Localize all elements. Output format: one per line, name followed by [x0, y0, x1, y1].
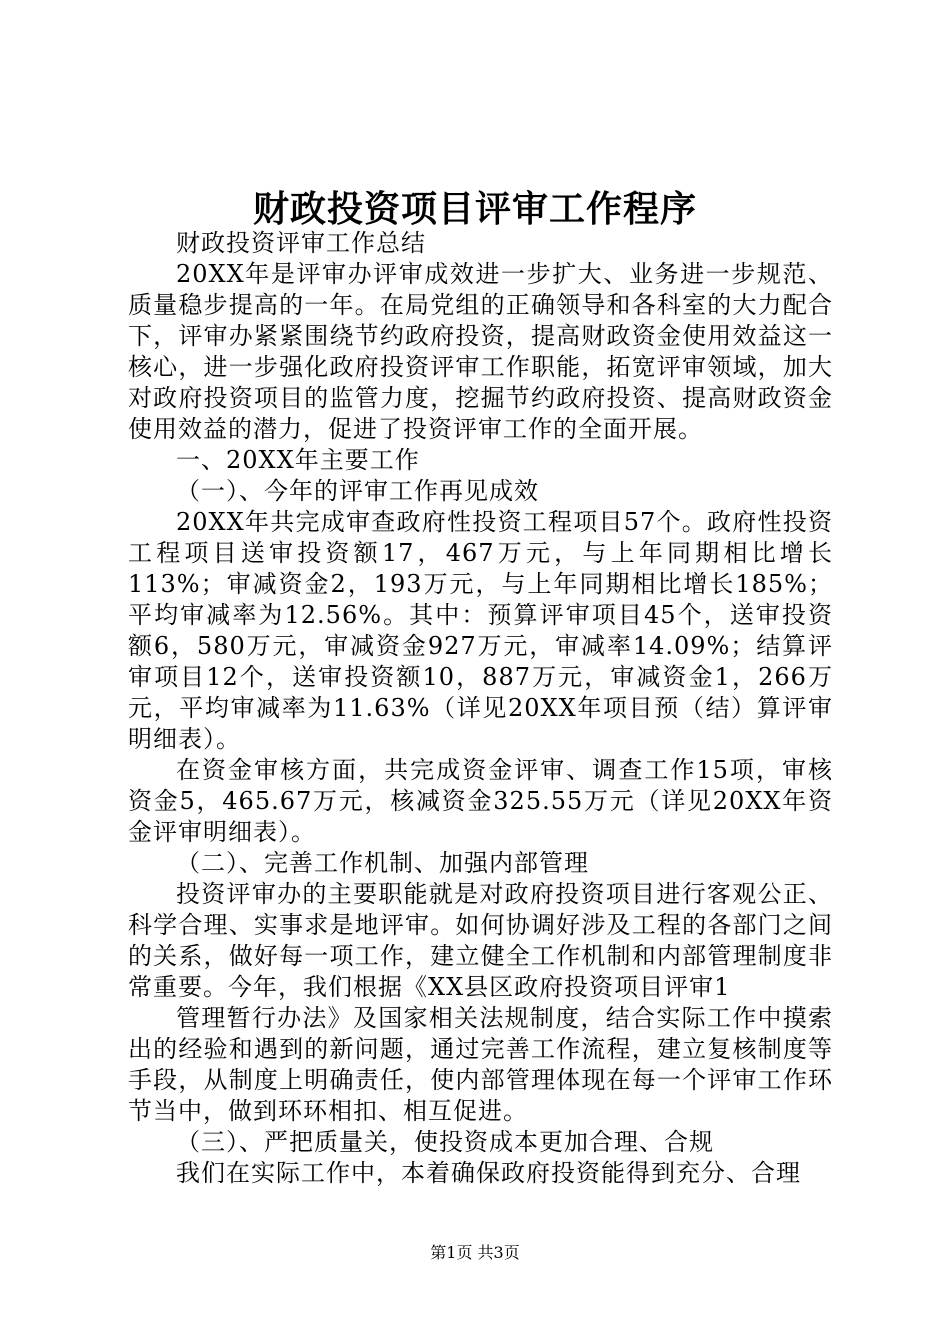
- section-heading-main-work: 一、20XX年主要工作: [176, 446, 420, 474]
- paragraph-quality: 我们在实际工作中，本着确保政府投资能得到充分、合理: [176, 1159, 801, 1187]
- paragraph-management: 管理暂行办法》及国家相关法规制度，结合实际工作中摸索出的经验和遇到的新问题，通过完善工作流程，建立复核制度等手段，从制度上明确责任，使内部管理体现在每一个评审工作环节当中，做到环环相扣、相互促进。: [128, 1004, 833, 1125]
- paragraph-subtitle: 财政投资评审工作总结: [176, 229, 426, 257]
- subsection-heading-2: （二）、完善工作机制、加强内部管理: [176, 849, 589, 877]
- subsection-heading-3: （三）、严把质量关，使投资成本更加合理、合规: [176, 1128, 714, 1156]
- paragraph-review-results: 20XX年共完成审查政府性投资工程项目57个。政府性投资工程项目送审投资额17，467万元，与上年同期相比增长113%；审减资金2，193万元，与上年同期相比增长185%；平均审减率为12.56%。其中：预算评审项目45个，送审投资额6，580万元，审减资金927万元，审减率14.09%；结算评审项目12个，送审投资额10，887万元，审减资金1，266万元，平均审减率为11.63%（详见20XX年项目预（结）算评审明细表）。: [128, 508, 833, 753]
- document-title: 财政投资项目评审工作程序: [252, 188, 697, 230]
- paragraph-mechanism: 投资评审办的主要职能就是对政府投资项目进行客观公正、科学合理、实事求是地评审。如何协调好涉及工程的各部门之间的关系，做好每一项工作，建立健全工作机制和内部管理制度非常重要。今年，我们根据《XX县区政府投资项目评审1: [128, 880, 833, 1001]
- paragraph-fund-review: 在资金审核方面，共完成资金评审、调查工作15项，审核资金5，465.67万元，核减资金325.55万元（详见20XX年资金评审明细表）。: [128, 756, 833, 846]
- page-footer: 第1页 共3页: [430, 1243, 520, 1262]
- document-body: [128, 228, 833, 1189]
- subsection-heading-1: （一）、今年的评审工作再见成效: [176, 477, 539, 505]
- paragraph-intro: 20XX年是评审办评审成效进一步扩大、业务进一步规范、质量稳步提高的一年。在局党组的正确领导和各科室的大力配合下，评审办紧紧围绕节约政府投资，提高财政资金使用效益这一核心，进一步强化政府投资评审工作职能，拓宽评审领域，加大对政府投资项目的监管力度，挖掘节约政府投资、提高财政资金使用效益的潜力，促进了投资评审工作的全面开展。: [128, 260, 833, 443]
